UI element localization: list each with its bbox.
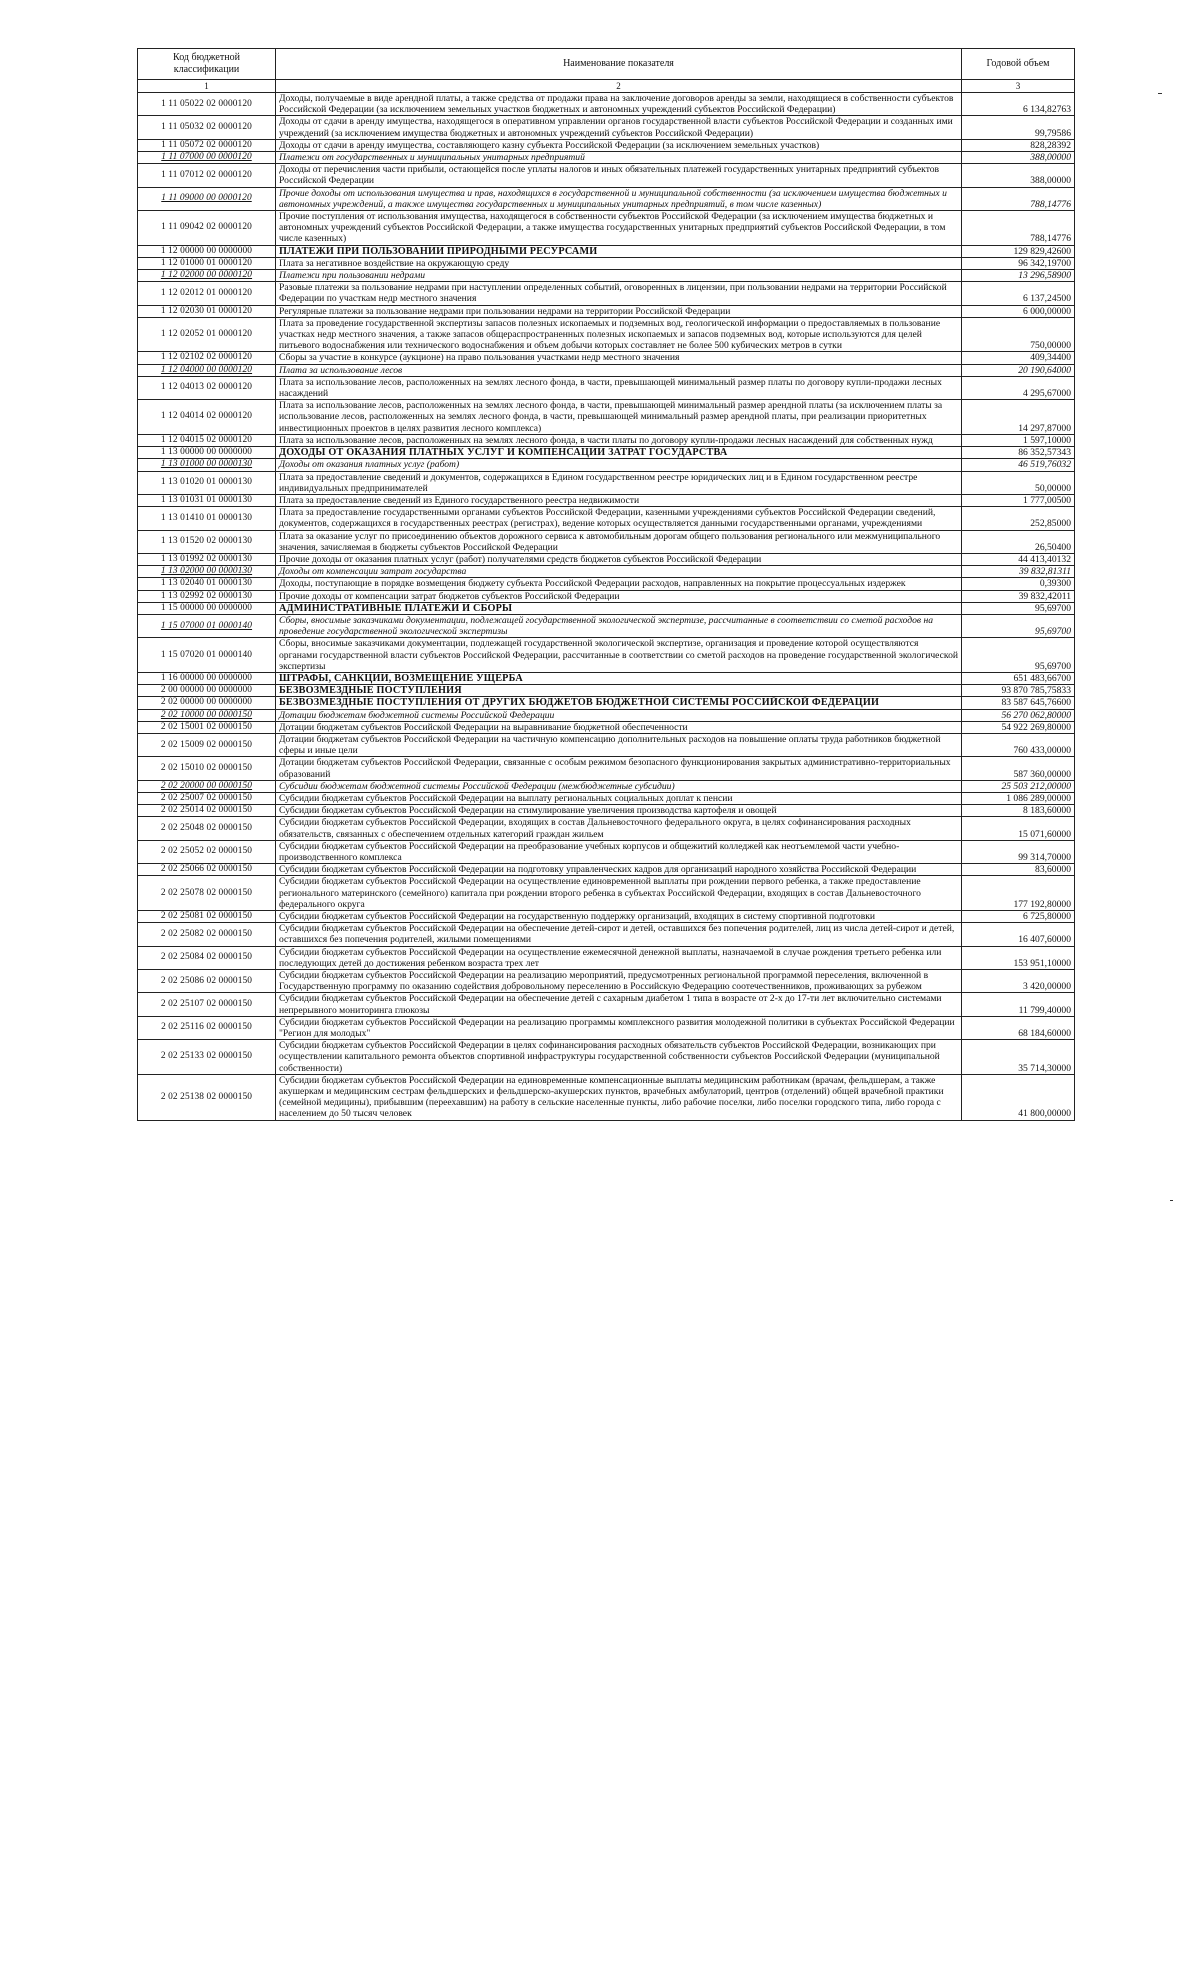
- row-value: 41 800,00000: [962, 1074, 1075, 1120]
- table-row: [138, 164, 1075, 187]
- row-code: 1 13 00000 00 0000000: [138, 447, 276, 459]
- row-code: 2 02 25014 02 0000150: [138, 805, 276, 817]
- row-name: Субсидии бюджетам субъектов Российской Федерации на осуществление единовременной выплаты при рождении первого ребенка, а также предоставление регионального материнского (семейного) капитала при рождении второго ребенка в субъектах Российской Федерации, входящих в состав Дальневосточного федерального округа: [276, 876, 962, 911]
- column-number-row: [138, 80, 1075, 93]
- row-code: 1 13 02992 02 0000130: [138, 590, 276, 602]
- row-value: 0,39300: [962, 578, 1075, 590]
- table-row: [138, 792, 1075, 804]
- row-value: 828,28392: [962, 139, 1075, 151]
- row-value: 153 951,10000: [962, 946, 1075, 969]
- row-value: 6 137,24500: [962, 282, 1075, 305]
- row-value: 99 314,70000: [962, 840, 1075, 863]
- row-code: 1 13 01992 02 0000130: [138, 553, 276, 565]
- row-value: 788,14776: [962, 211, 1075, 246]
- table-row: [138, 757, 1075, 780]
- row-value: 788,14776: [962, 187, 1075, 210]
- table-row: [138, 282, 1075, 305]
- row-value: 651 483,66700: [962, 672, 1075, 684]
- row-value: 760 433,00000: [962, 733, 1075, 756]
- table-row: [138, 923, 1075, 946]
- row-name: Плата за предоставление государственными органами субъектов Российской Федерации, казенными учреждениями субъектов Российской Федерации сведений, документов, содержащихся в государственных реестрах (регистрах), ведение которых осуществляется данными государственными органами, учреждениями: [276, 507, 962, 530]
- row-value: 68 184,60000: [962, 1016, 1075, 1039]
- row-code: 2 02 25048 02 0000150: [138, 817, 276, 840]
- row-value: 388,00000: [962, 152, 1075, 164]
- row-value: 587 360,00000: [962, 757, 1075, 780]
- row-code: 1 12 01000 01 0000120: [138, 257, 276, 269]
- row-code: 1 12 04000 00 0000120: [138, 364, 276, 376]
- row-code: 1 15 00000 00 0000000: [138, 602, 276, 614]
- row-name: Плата за использование лесов, расположенных на землях лесного фонда, в части, превышающей минимальный размер арендной платы (за исключением платы за использование лесов, расположенных на землях лесного фонда, в части, превышающей минимальный размер арендной платы, при реализации приоритетных инвестиционных проектов в целях развития лесного комплекса): [276, 400, 962, 435]
- row-code: 1 12 02052 01 0000120: [138, 317, 276, 352]
- row-name: Разовые платежи за пользование недрами при наступлении определенных событий, оговоренных в лицензии, при пользовании недрами на территории Российской Федерации по участкам недр местного значения: [276, 282, 962, 305]
- table-row: [138, 817, 1075, 840]
- row-name: БЕЗВОЗМЕЗДНЫЕ ПОСТУПЛЕНИЯ: [276, 685, 962, 697]
- row-code: 1 12 02030 01 0000120: [138, 305, 276, 317]
- row-code: 1 11 09000 00 0000120: [138, 187, 276, 210]
- header-code: Код бюджетной классификации: [138, 49, 276, 80]
- row-name: ШТРАФЫ, САНКЦИИ, ВОЗМЕЩЕНИЕ УЩЕРБА: [276, 672, 962, 684]
- table-row: [138, 400, 1075, 435]
- row-name: Доходы от оказания платных услуг (работ): [276, 459, 962, 471]
- table-row: [138, 305, 1075, 317]
- table-row: [138, 1074, 1075, 1120]
- table-row: [138, 721, 1075, 733]
- row-value: 26,50400: [962, 530, 1075, 553]
- row-value: 3 420,00000: [962, 970, 1075, 993]
- table-row: [138, 494, 1075, 506]
- table-row: [138, 1016, 1075, 1039]
- row-name: Плата за проведение государственной экспертизы запасов полезных ископаемых и подземных вод, геологической информации о предоставляемых в пользование участках недр местного значения, а также запасов общераспространенных полезных ископаемых и запасов подземных вод, которые используются для целей питьевого водоснабжения или технического водоснабжения и объем добычи которых составляет не более 500 кубических метров в сутки: [276, 317, 962, 352]
- row-code: 2 02 25081 02 0000150: [138, 911, 276, 923]
- row-name: Плата за оказание услуг по присоединению объектов дорожного сервиса к автомобильным дорогам общего пользования регионального или межмуниципального значения, зачисляемая в бюджеты субъектов Российской Федерации: [276, 530, 962, 553]
- row-value: 93 870 785,75833: [962, 685, 1075, 697]
- budget-revenue-table: [137, 48, 1075, 1121]
- table-row: [138, 1040, 1075, 1075]
- row-name: Субсидии бюджетам субъектов Российской Федерации на подготовку управленческих кадров для организаций народного хозяйства Российской Федерации: [276, 864, 962, 876]
- row-code: 1 12 02012 01 0000120: [138, 282, 276, 305]
- row-name: Регулярные платежи за пользование недрами при пользовании недрами на территории Российской Федерации: [276, 305, 962, 317]
- table-row: [138, 211, 1075, 246]
- row-name: Субсидии бюджетам субъектов Российской Федерации на обеспечение детей-сирот и детей, оставшихся без попечения родителей, лиц из числа детей-сирот и детей, оставшихся без попечения родителей, жилыми помещениями: [276, 923, 962, 946]
- row-value: 15 071,60000: [962, 817, 1075, 840]
- table-row: [138, 507, 1075, 530]
- row-code: 1 12 04013 02 0000120: [138, 376, 276, 399]
- row-code: 1 11 07000 00 0000120: [138, 152, 276, 164]
- table-row: [138, 566, 1075, 578]
- row-name: ДОХОДЫ ОТ ОКАЗАНИЯ ПЛАТНЫХ УСЛУГ И КОМПЕНСАЦИИ ЗАТРАТ ГОСУДАРСТВА: [276, 447, 962, 459]
- column-number-3: 3: [962, 80, 1075, 93]
- row-name: Дотации бюджетам субъектов Российской Федерации на частичную компенсацию дополнительных расходов на повышение оплаты труда работников бюджетной сферы и иные цели: [276, 733, 962, 756]
- row-name: Субсидии бюджетам бюджетной системы Российской Федерации (межбюджетные субсидии): [276, 780, 962, 792]
- row-value: 16 407,60000: [962, 923, 1075, 946]
- table-row: [138, 946, 1075, 969]
- row-value: 39 832,81311: [962, 566, 1075, 578]
- row-code: 1 11 09042 02 0000120: [138, 211, 276, 246]
- row-value: 95,69700: [962, 602, 1075, 614]
- row-code: 2 02 25082 02 0000150: [138, 923, 276, 946]
- row-name: АДМИНИСТРАТИВНЫЕ ПЛАТЕЖИ И СБОРЫ: [276, 602, 962, 614]
- budget-table-sheet: [137, 48, 1074, 1121]
- row-name: Плата за использование лесов: [276, 364, 962, 376]
- row-name: Субсидии бюджетам субъектов Российской Федерации на выплату региональных социальных доплат к пенсии: [276, 792, 962, 804]
- row-name: Плата за предоставление сведений из Единого государственного реестра недвижимости: [276, 494, 962, 506]
- row-value: 35 714,30000: [962, 1040, 1075, 1075]
- row-name: Субсидии бюджетам субъектов Российской Федерации на стимулирование увеличения производства картофеля и овощей: [276, 805, 962, 817]
- row-value: 20 190,64000: [962, 364, 1075, 376]
- row-code: 2 02 10000 00 0000150: [138, 709, 276, 721]
- row-name: Дотации бюджетам субъектов Российской Федерации на выравнивание бюджетной обеспеченности: [276, 721, 962, 733]
- table-row: [138, 638, 1075, 673]
- table-row: [138, 780, 1075, 792]
- table-row: [138, 139, 1075, 151]
- table-header-row: [138, 49, 1075, 80]
- row-name: Дотации бюджетам субъектов Российской Федерации, связанные с особым режимом безопасного функционирования закрытых административно-территориальных образований: [276, 757, 962, 780]
- row-value: 13 296,58900: [962, 270, 1075, 282]
- table-body: [138, 93, 1075, 1121]
- table-row: [138, 152, 1075, 164]
- margin-mark: [1158, 93, 1162, 94]
- row-code: 1 15 07000 01 0000140: [138, 614, 276, 637]
- row-code: 1 12 04015 02 0000120: [138, 434, 276, 446]
- row-value: 95,69700: [962, 638, 1075, 673]
- row-value: 54 922 269,80000: [962, 721, 1075, 733]
- row-code: 1 13 01020 01 0000130: [138, 471, 276, 494]
- row-code: 1 12 02102 02 0000120: [138, 352, 276, 364]
- table-row: [138, 590, 1075, 602]
- table-row: [138, 376, 1075, 399]
- row-name: Платежи при пользовании недрами: [276, 270, 962, 282]
- row-value: 11 799,40000: [962, 993, 1075, 1016]
- row-name: Плата за предоставление сведений и документов, содержащихся в Едином государственном реестре юридических лиц и в Едином государственном реестре индивидуальных предпринимателей: [276, 471, 962, 494]
- table-row: [138, 709, 1075, 721]
- header-value: Годовой объем: [962, 49, 1075, 80]
- row-name: Субсидии бюджетам субъектов Российской Федерации на реализацию мероприятий, предусмотренных региональной программой переселения, включенной в Государственную программу по оказанию содействия добровольному переселению в Российскую Федерацию соотечественников, проживающих за рубежом: [276, 970, 962, 993]
- row-name: Субсидии бюджетам субъектов Российской Федерации на единовременные компенсационные выплаты медицинским работникам (врачам, фельдшерам, а также акушеркам и медицинским сестрам фельдшерских и фельдшерско-акушерских пунктов, врачебных амбулаторий, центров (отделений) общей врачебной практики (семейной медицины), прибывшим (переехавшим) на работу в сельские населенные пункты, либо рабочие поселки, либо поселки городского типа, либо города с населением до 50 тысяч человек: [276, 1074, 962, 1120]
- row-value: 14 297,87000: [962, 400, 1075, 435]
- row-value: 750,00000: [962, 317, 1075, 352]
- table-row: [138, 864, 1075, 876]
- table-row: [138, 245, 1075, 257]
- row-code: 2 02 25138 02 0000150: [138, 1074, 276, 1120]
- table-row: [138, 553, 1075, 565]
- row-code: 1 12 02000 00 0000120: [138, 270, 276, 282]
- row-code: 1 13 01031 01 0000130: [138, 494, 276, 506]
- margin-mark: [1170, 1200, 1173, 1201]
- row-name: Сборы, вносимые заказчиками документации, подлежащей государственной экологической экспертизе, организация и проведение которой осуществляются органами государственной власти субъектов Российской Федерации, рассчитанные в соответствии со сметой расходов на проведение государственной экологической экспертизы: [276, 638, 962, 673]
- table-row: [138, 672, 1075, 684]
- column-number-1: 1: [138, 80, 276, 93]
- table-row: [138, 270, 1075, 282]
- row-code: 2 02 25133 02 0000150: [138, 1040, 276, 1075]
- row-code: 1 11 05022 02 0000120: [138, 93, 276, 116]
- table-row: [138, 876, 1075, 911]
- row-code: 2 02 25052 02 0000150: [138, 840, 276, 863]
- row-code: 1 11 05032 02 0000120: [138, 116, 276, 139]
- row-name: Дотации бюджетам бюджетной системы Российской Федерации: [276, 709, 962, 721]
- table-row: [138, 911, 1075, 923]
- row-value: 46 519,76032: [962, 459, 1075, 471]
- row-code: 2 02 15010 02 0000150: [138, 757, 276, 780]
- row-value: 25 503 212,00000: [962, 780, 1075, 792]
- row-code: 2 02 15009 02 0000150: [138, 733, 276, 756]
- table-row: [138, 530, 1075, 553]
- row-value: 252,85000: [962, 507, 1075, 530]
- row-value: 95,69700: [962, 614, 1075, 637]
- table-row: [138, 364, 1075, 376]
- row-code: 1 12 00000 00 0000000: [138, 245, 276, 257]
- row-code: 1 16 00000 00 0000000: [138, 672, 276, 684]
- column-number-2: 2: [276, 80, 962, 93]
- table-row: [138, 970, 1075, 993]
- row-code: 2 02 25084 02 0000150: [138, 946, 276, 969]
- row-code: 2 02 20000 00 0000150: [138, 780, 276, 792]
- row-name: Плата за негативное воздействие на окружающую среду: [276, 257, 962, 269]
- table-row: [138, 93, 1075, 116]
- table-row: [138, 840, 1075, 863]
- row-name: Доходы от сдачи в аренду имущества, составляющего казну субъекта Российской Федерации (за исключением земельных участков): [276, 139, 962, 151]
- table-row: [138, 352, 1075, 364]
- row-code: 1 13 01410 01 0000130: [138, 507, 276, 530]
- row-name: Доходы от перечисления части прибыли, остающейся после уплаты налогов и иных обязательных платежей государственных унитарных предприятий субъектов Российской Федерации: [276, 164, 962, 187]
- row-name: Доходы, получаемые в виде арендной платы, а также средства от продажи права на заключение договоров аренды за земли, находящиеся в собственности субъектов Российской Федерации (за исключением земельных участков бюджетных и автономных учреждений субъектов Российской Федерации): [276, 93, 962, 116]
- row-name: Плата за использование лесов, расположенных на землях лесного фонда, в части, превышающей минимальный размер платы по договору купли-продажи лесных насаждений: [276, 376, 962, 399]
- row-value: 6 725,80000: [962, 911, 1075, 923]
- row-value: 86 352,57343: [962, 447, 1075, 459]
- row-name: Доходы, поступающие в порядке возмещения бюджету субъекта Российской Федерации расходов, направленных на покрытие процессуальных издержек: [276, 578, 962, 590]
- row-name: Прочие поступления от использования имущества, находящегося в собственности субъектов Российской Федерации (за исключением имущества бюджетных и автономных учреждений субъектов Российской Федерации, а также имущества государственных унитарных предприятий субъектов Российской Федерации, в том числе казенных): [276, 211, 962, 246]
- row-value: 83 587 645,76600: [962, 697, 1075, 709]
- row-name: Субсидии бюджетам субъектов Российской Федерации на реализацию программы комплексного развития молодежной политики в субъектах Российской Федерации "Регион для молодых": [276, 1016, 962, 1039]
- row-name: ПЛАТЕЖИ ПРИ ПОЛЬЗОВАНИИ ПРИРОДНЫМИ РЕСУРСАМИ: [276, 245, 962, 257]
- row-value: 99,79586: [962, 116, 1075, 139]
- row-name: Субсидии бюджетам субъектов Российской Федерации в целях софинансирования расходных обязательств субъектов Российской Федерации, возникающих при осуществлении капитального ремонта объектов спортивной инфраструктуры государственной собственности субъектов Российской Федерации (муниципальной собственности): [276, 1040, 962, 1075]
- table-row: [138, 447, 1075, 459]
- row-code: 1 11 05072 02 0000120: [138, 139, 276, 151]
- row-code: 2 02 25107 02 0000150: [138, 993, 276, 1016]
- row-code: 2 02 25086 02 0000150: [138, 970, 276, 993]
- table-row: [138, 805, 1075, 817]
- table-row: [138, 187, 1075, 210]
- table-row: [138, 578, 1075, 590]
- table-row: [138, 257, 1075, 269]
- table-row: [138, 471, 1075, 494]
- row-value: 6 134,82763: [962, 93, 1075, 116]
- row-name: Доходы от компенсации затрат государства: [276, 566, 962, 578]
- row-name: Платежи от государственных и муниципальных унитарных предприятий: [276, 152, 962, 164]
- row-name: Субсидии бюджетам субъектов Российской Федерации, входящих в состав Дальневосточного федерального округа, в целях софинансирования расходных обязательств, связанных с обеспечением отдельных категорий граждан жильем: [276, 817, 962, 840]
- row-name: Субсидии бюджетам субъектов Российской Федерации на преобразование учебных корпусов и общежитий колледжей как неотъемлемой части учебно-производственного комплекса: [276, 840, 962, 863]
- table-row: [138, 697, 1075, 709]
- row-code: 1 12 04014 02 0000120: [138, 400, 276, 435]
- row-code: 2 00 00000 00 0000000: [138, 685, 276, 697]
- row-code: 2 02 25116 02 0000150: [138, 1016, 276, 1039]
- table-row: [138, 602, 1075, 614]
- row-value: 83,60000: [962, 864, 1075, 876]
- row-code: 2 02 25066 02 0000150: [138, 864, 276, 876]
- header-name: Наименование показателя: [276, 49, 962, 80]
- row-name: Прочие доходы от использования имущества и прав, находящихся в государственной и муниципальной собственности (за исключением имущества бюджетных и автономных учреждений, а также имущества государственных и муниципальных унитарных предприятий, в том числе казенных): [276, 187, 962, 210]
- row-value: 96 342,19700: [962, 257, 1075, 269]
- row-name: Прочие доходы от компенсации затрат бюджетов субъектов Российской Федерации: [276, 590, 962, 602]
- row-name: Сборы за участие в конкурсе (аукционе) на право пользования участками недр местного значения: [276, 352, 962, 364]
- row-value: 6 000,00000: [962, 305, 1075, 317]
- row-value: 44 413,40132: [962, 553, 1075, 565]
- table-row: [138, 733, 1075, 756]
- row-value: 388,00000: [962, 164, 1075, 187]
- row-code: 2 02 25078 02 0000150: [138, 876, 276, 911]
- table-row: [138, 434, 1075, 446]
- row-value: 129 829,42600: [962, 245, 1075, 257]
- row-code: 2 02 00000 00 0000000: [138, 697, 276, 709]
- row-value: 177 192,80000: [962, 876, 1075, 911]
- row-name: Субсидии бюджетам субъектов Российской Федерации на осуществление ежемесячной денежной выплаты, назначаемой в случае рождения третьего ребенка или последующих детей до достижения ребенком возраста трех лет: [276, 946, 962, 969]
- row-value: 39 832,42011: [962, 590, 1075, 602]
- row-code: 1 13 01000 00 0000130: [138, 459, 276, 471]
- row-name: Прочие доходы от оказания платных услуг (работ) получателями средств бюджетов субъектов Российской Федерации: [276, 553, 962, 565]
- row-name: БЕЗВОЗМЕЗДНЫЕ ПОСТУПЛЕНИЯ ОТ ДРУГИХ БЮДЖЕТОВ БЮДЖЕТНОЙ СИСТЕМЫ РОССИЙСКОЙ ФЕДЕРАЦИИ: [276, 697, 962, 709]
- row-value: 8 183,60000: [962, 805, 1075, 817]
- table-row: [138, 685, 1075, 697]
- row-code: 2 02 15001 02 0000150: [138, 721, 276, 733]
- row-value: 50,00000: [962, 471, 1075, 494]
- row-code: 1 15 07020 01 0000140: [138, 638, 276, 673]
- row-name: Плата за использование лесов, расположенных на землях лесного фонда, в части платы по договору купли-продажи лесных насаждений для собственных нужд: [276, 434, 962, 446]
- table-row: [138, 993, 1075, 1016]
- row-code: 2 02 25007 02 0000150: [138, 792, 276, 804]
- table-row: [138, 614, 1075, 637]
- row-code: 1 13 02000 00 0000130: [138, 566, 276, 578]
- table-row: [138, 116, 1075, 139]
- row-name: Субсидии бюджетам субъектов Российской Федерации на обеспечение детей с сахарным диабетом 1 типа в возрасте от 2-х до 17-ти лет включительно системами непрерывного мониторинга глюкозы: [276, 993, 962, 1016]
- row-code: 1 13 02040 01 0000130: [138, 578, 276, 590]
- row-value: 1 777,00500: [962, 494, 1075, 506]
- table-row: [138, 317, 1075, 352]
- row-value: 409,34400: [962, 352, 1075, 364]
- row-code: 1 13 01520 02 0000130: [138, 530, 276, 553]
- row-value: 1 086 289,00000: [962, 792, 1075, 804]
- row-value: 4 295,67000: [962, 376, 1075, 399]
- row-code: 1 11 07012 02 0000120: [138, 164, 276, 187]
- row-name: Субсидии бюджетам субъектов Российской Федерации на государственную поддержку организаций, входящих в систему спортивной подготовки: [276, 911, 962, 923]
- row-name: Доходы от сдачи в аренду имущества, находящегося в оперативном управлении органов государственной власти субъектов Российской Федерации и созданных ими учреждений (за исключением имущества бюджетных и автономных учреждений субъектов Российской Федерации): [276, 116, 962, 139]
- row-name: Сборы, вносимые заказчиками документации, подлежащей государственной экологической экспертизе, рассчитанные в соответствии со сметой расходов на проведение государственной экологической экспертизы: [276, 614, 962, 637]
- table-row: [138, 459, 1075, 471]
- row-value: 1 597,10000: [962, 434, 1075, 446]
- row-value: 56 270 062,80000: [962, 709, 1075, 721]
